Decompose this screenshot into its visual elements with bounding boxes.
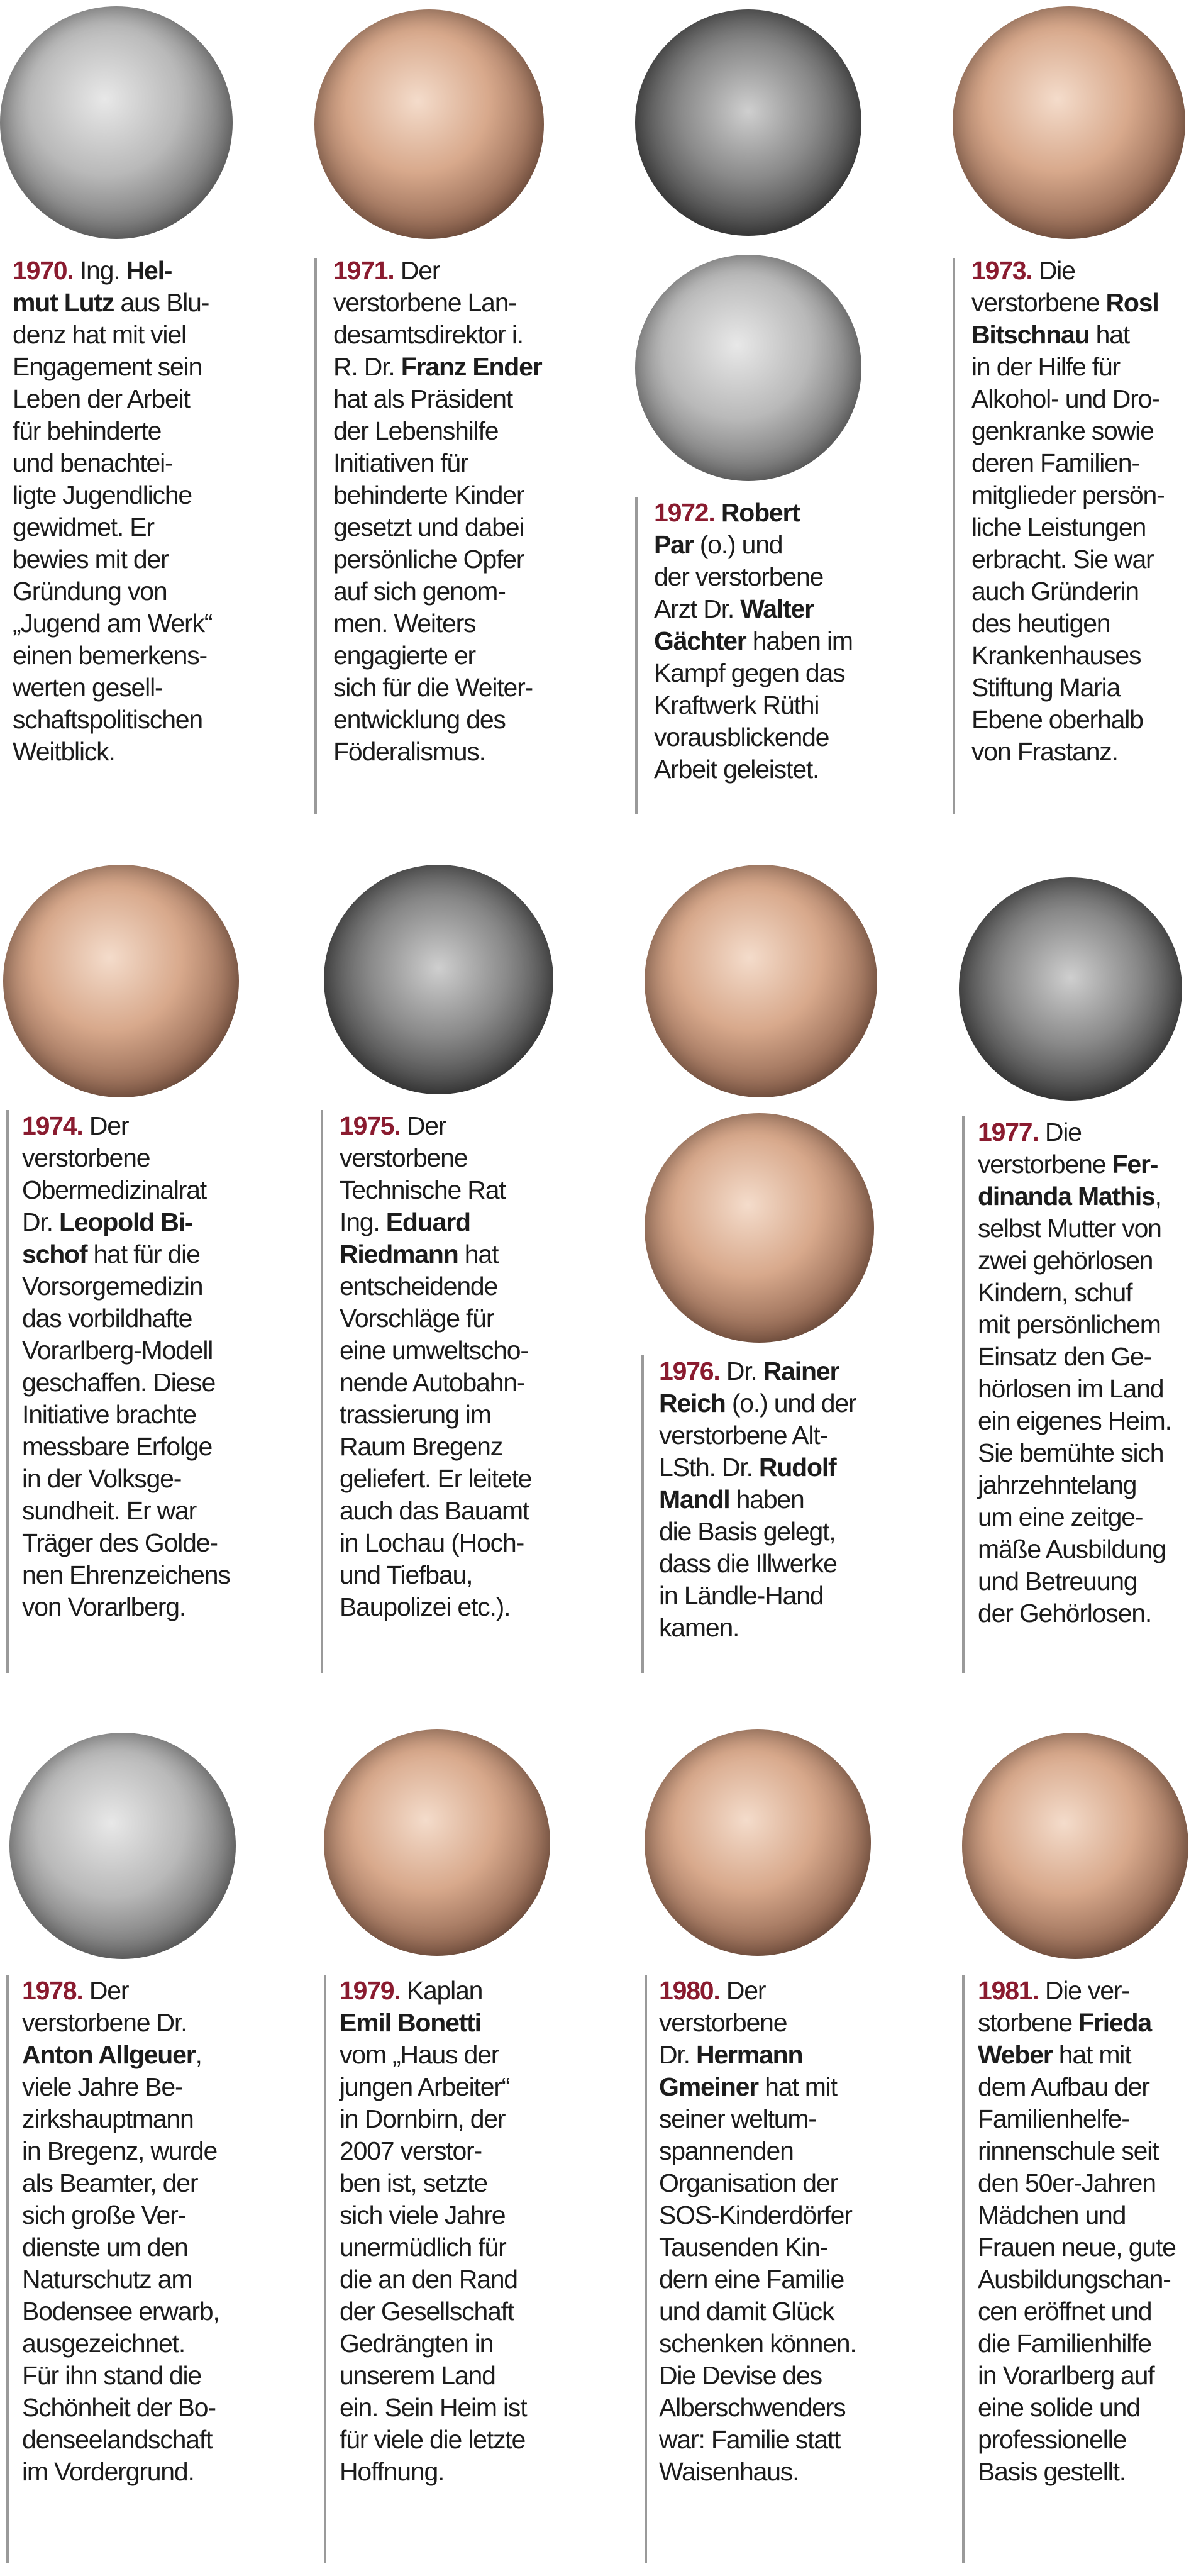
entry-text-1978 [22, 1975, 258, 2488]
entry-text-run: Die verstorbene [978, 1118, 1106, 1179]
entry-text-run: hat mit seiner weltum- spannenden Organisation der SOS-Kinderdörfer Tausenden Kin- dern eine Familie und damit Glück schenken können. Die Devise des Alberschwenders war: Familie statt Waisenhaus. [659, 2072, 856, 2486]
entry-text-run: haben die Basis gelegt, dass die Illwerke in Ländle-Hand kamen. [659, 1485, 837, 1642]
honoree-name: Franz Ender [401, 352, 542, 381]
entry-text-run: Die verstorbene [971, 256, 1100, 317]
honoree-name: Rainer Reich [659, 1357, 839, 1418]
portrait-1976-rudolf-mandl [645, 1113, 874, 1343]
honoree-name: Robert Par [654, 498, 800, 559]
entry-year: 1977. [978, 1118, 1039, 1146]
column-rule [635, 497, 638, 814]
entry-year: 1974. [22, 1111, 83, 1140]
portrait-1980-hermann-gmeiner [645, 1729, 871, 1956]
entry-year: 1981. [978, 1976, 1039, 2005]
column-rule [645, 1975, 647, 2563]
entry-text-1973 [971, 255, 1201, 768]
entry-text-run: Der verstorbene Technische Rat Ing. [340, 1111, 506, 1236]
entry-text-1970 [13, 255, 248, 768]
honoree-name: Anton Allgeuer [22, 2040, 196, 2069]
entry-year: 1975. [340, 1111, 401, 1140]
honoree-name: Hel- mut Lutz [13, 256, 172, 317]
honoree-name: Rudolf Mandl [659, 1453, 836, 1514]
entry-text-1976 [659, 1355, 895, 1644]
entry-text-run: Dr. [726, 1357, 763, 1385]
honoree-name: Frieda Weber [978, 2008, 1151, 2069]
portrait-1973-rosl-bitschnau [953, 6, 1185, 239]
honoree-name: Fer- dinanda Mathis [978, 1150, 1158, 1211]
column-rule [321, 1110, 323, 1673]
portrait-1972-walter-gaechter [635, 255, 861, 481]
entry-text-run: aus Blu- denz hat mit viel Engagement sein Leben der Arbeit für behinderte und benachtei- ligte Jugendliche gewidmet. Er bewies mit der Gründung von „Jugend am Werk“ einen bemerkens- werten gesell- schaftspolitischen Weitblick. [13, 288, 213, 766]
entry-text-1981 [978, 1975, 1201, 2488]
entry-text-run: Der verstorbene Dr. [659, 1976, 787, 2069]
honoree-name: Hermann Gmeiner [659, 2040, 803, 2101]
column-rule [641, 1355, 644, 1673]
entry-text-run: Der verstorbene Obermedizinalrat Dr. [22, 1111, 206, 1236]
entry-year: 1971. [333, 256, 394, 285]
entry-text-run: , selbst Mutter von zwei gehörlosen Kindern, schuf mit persönlichem Einsatz den Ge- hörlosen im Land ein eigenes Heim. Sie bemühte sich jahrzehntelang um eine zeitge- mäße Ausbildung und Betreuung der Gehörlosen. [978, 1182, 1171, 1628]
column-rule [6, 1110, 9, 1673]
column-rule [962, 1975, 965, 2563]
entry-text-1977 [978, 1116, 1201, 1629]
entry-year: 1979. [340, 1976, 401, 2005]
entry-year: 1973. [971, 256, 1032, 285]
entry-text-run: (o.) und der verstorbene Arzt Dr. [654, 530, 824, 623]
entry-text-run: (o.) und der verstorbene Alt- LSth. Dr. [659, 1389, 856, 1482]
entry-text-1971 [333, 255, 569, 768]
column-rule [314, 258, 317, 814]
entry-text-1974 [22, 1110, 258, 1623]
portrait-1978-anton-allgeuer [9, 1733, 236, 1959]
portrait-1976-rainer-reich [645, 865, 877, 1097]
entry-text-run: Der verstorbene Dr. [22, 1976, 187, 2037]
portrait-1974-leopold-bischof [3, 865, 239, 1097]
entry-text-run: Ing. [79, 256, 126, 285]
entry-text-1972 [654, 497, 890, 786]
honoree-name: Leopold Bi- schof [22, 1208, 193, 1269]
entry-text-1980 [659, 1975, 895, 2488]
column-rule [962, 1116, 965, 1673]
portrait-1971-franz-ender [314, 9, 544, 239]
portrait-1981-frieda-weber [962, 1733, 1188, 1959]
entry-text-run: hat mit dem Aufbau der Familienhelfe- rinnenschule seit den 50er-Jahren Mädchen und Frauen neue, gute Ausbildungschan- cen eröffnet und die Familienhilfe in Vorarlberg auf eine solide und professionelle Basis gestellt. [978, 2040, 1176, 2486]
column-rule [953, 258, 955, 814]
entry-text-run: hat für die Vorsorgemedizin das vorbildhafte Vorarlberg-Modell geschaffen. Diese Initiative brachte messbare Erfolge in der Volksge- sundheit. Er war Träger des Golde- nen Ehrenzeichens von Vorarlberg. [22, 1240, 230, 1621]
honoree-name: Rosl Bitschnau [971, 288, 1159, 349]
honoree-name: Eduard Riedmann [340, 1208, 470, 1269]
entry-year: 1978. [22, 1976, 83, 2005]
entry-text-run: Der verstorbene Lan- desamtsdirektor i. R. Dr. [333, 256, 523, 381]
portrait-1977-ferdinanda-mathis [959, 877, 1182, 1101]
portrait-1975-eduard-riedmann [324, 865, 553, 1094]
entry-text-run: vom „Haus der jungen Arbeiter“ in Dornbirn, der 2007 verstor- ben ist, setzte sich viele Jahre unermüdlich für die an den Rand der Gesellschaft Gedrängten in unserem Land ein. Sein Heim ist für viele die letzte Hoffnung. [340, 2040, 527, 2486]
entry-year: 1980. [659, 1976, 720, 2005]
portrait-1979-emil-bonetti [324, 1729, 550, 1956]
entry-text-run: hat als Präsident der Lebenshilfe Initiativen für behinderte Kinder gesetzt und dabei persönliche Opfer auf sich genom- men. Weiters engagierte er sich für die Weiter- entwicklung des Föderalismus. [333, 384, 533, 766]
entry-text-1979 [340, 1975, 575, 2488]
portrait-1970-helmut-lutz [0, 6, 233, 239]
entry-year: 1970. [13, 256, 74, 285]
column-rule [6, 1975, 9, 2563]
entry-text-run: hat in der Hilfe für Alkohol- und Dro- genkranke sowie deren Familien- mitglieder persön- liche Leistungen erbracht. Sie war auch Gründerin des heutigen Krankenhauses Stiftung Maria Ebene oberhalb von Frastanz. [971, 320, 1165, 766]
column-rule [324, 1975, 326, 2563]
portrait-1972-robert-par [635, 9, 861, 236]
entry-text-run: Die ver- storbene [978, 1976, 1129, 2037]
entry-text-run: haben im Kampf gegen das Kraftwerk Rüthi vorausblickende Arbeit geleistet. [654, 626, 853, 784]
entry-year: 1972. [654, 498, 715, 527]
entry-text-run: hat entscheidende Vorschläge für eine umweltscho- nende Autobahn- trassierung im Raum Bregenz geliefert. Er leitete auch das Bauamt in Lochau (Hoch- und Tiefbau, Baupolizei etc.). [340, 1240, 532, 1621]
honoree-name: Walter Gächter [654, 594, 814, 655]
entry-text-run: Kaplan [406, 1976, 483, 2005]
entry-year: 1976. [659, 1357, 720, 1385]
entry-text-1975 [340, 1110, 575, 1623]
honoree-name: Emil Bonetti [340, 2008, 481, 2037]
entry-text-run: , viele Jahre Be- zirkshauptmann in Bregenz, wurde als Beamter, der sich große Ver- dienste um den Naturschutz am Bodensee erwarb, ausgezeichnet. Für ihn stand die Schönheit der Bo- denseelandschaft im Vordergrund. [22, 2040, 219, 2486]
